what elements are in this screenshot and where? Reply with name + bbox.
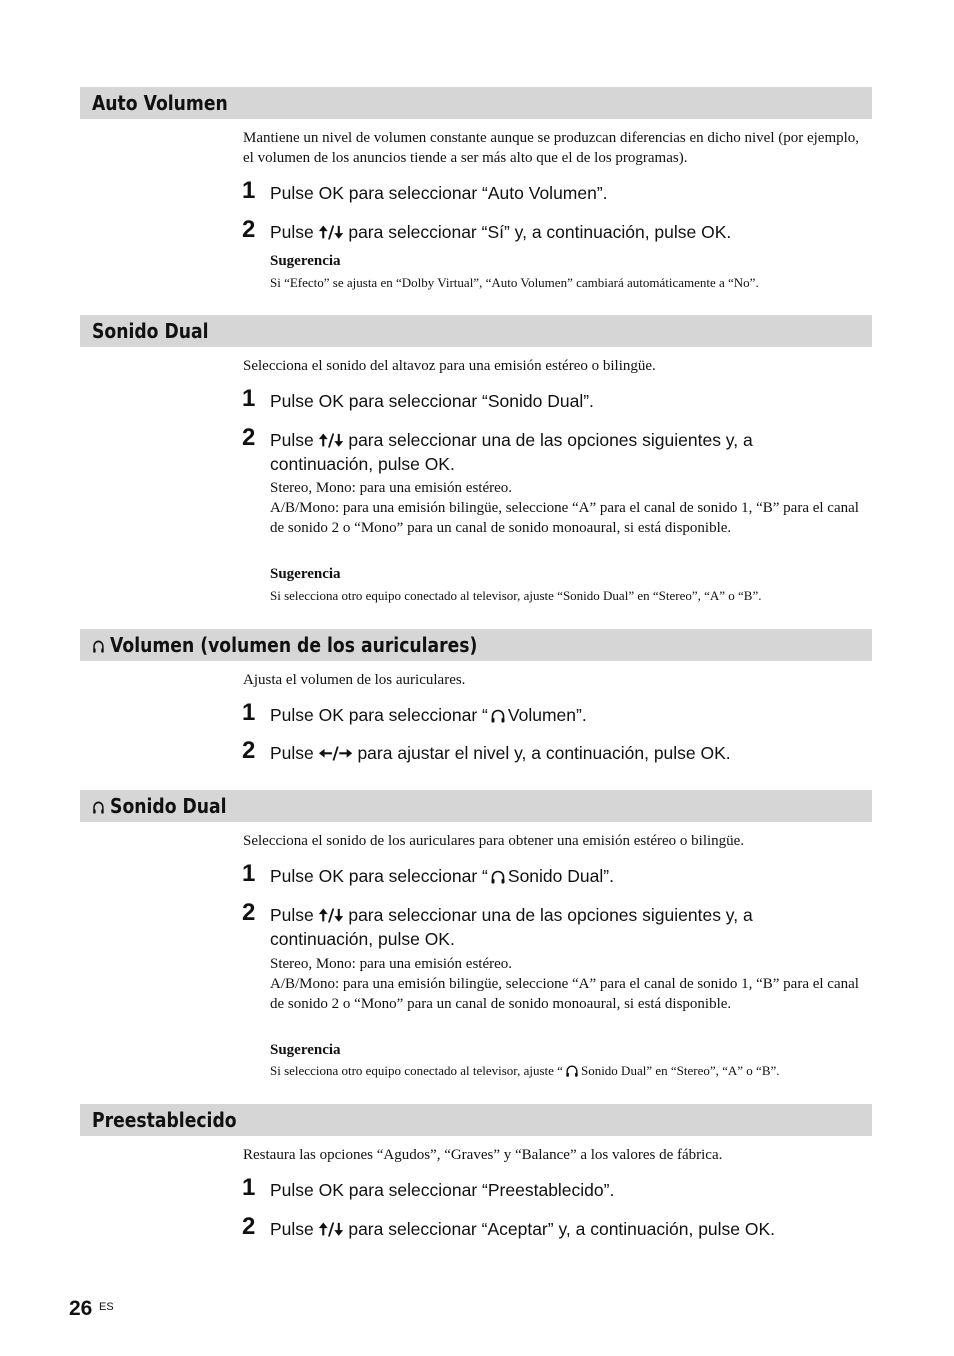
up-down-arrows-icon: 🠅/🠇 <box>318 431 344 451</box>
section-title: Sonido Dual <box>92 790 227 822</box>
up-down-arrows-icon: 🠅/🠇 <box>318 906 344 926</box>
step-number: 1 <box>242 860 256 887</box>
tip-heading: Sugerencia <box>270 253 341 269</box>
step-number: 2 <box>242 424 256 451</box>
up-down-arrows-icon: 🠅/🠇 <box>318 223 344 243</box>
headphones-icon <box>565 1064 579 1078</box>
section-intro: Restaura las opciones “Agudos”, “Graves” y “Balance” a los valores de fábrica. <box>243 1147 723 1163</box>
option-text: A/B/Mono: para una emisión bilingüe, seleccione “A” para el canal de sonido 1, “B” para el canal de sonido 2 o “Mono” para un canal de sonido monoaural, si está disponible. <box>270 500 859 536</box>
step-text: Pulse OK para seleccionar “Sonido Dual”. <box>270 391 594 411</box>
tip-heading: Sugerencia <box>270 566 341 582</box>
step-number: 1 <box>242 699 256 726</box>
section-title: Preestablecido <box>92 1108 237 1132</box>
section-title: Sonido Dual <box>92 319 209 343</box>
headphones-icon <box>490 869 506 885</box>
section-intro: Mantiene un nivel de volumen constante aunque se produzcan diferencias en dicho nivel (por ejemplo, el volumen de los anuncios tiende a ser más alto que el de los programas). <box>243 130 860 166</box>
option-text: Stereo, Mono: para una emisión estéreo. <box>270 480 513 496</box>
headphones-icon <box>92 800 105 815</box>
section-title: Volumen (volumen de los auriculares) <box>92 629 477 661</box>
section-header-sonido-dual <box>80 315 872 347</box>
section-intro: Selecciona el sonido del altavoz para una emisión estéreo o bilingüe. <box>243 358 656 374</box>
step-number: 2 <box>242 216 256 243</box>
step-text: Pulse 🠅/🠇 para seleccionar una de las opciones siguientes y, a continuación, pulse OK. <box>270 430 753 474</box>
step-text: Pulse OK para seleccionar “ Volumen”. <box>270 705 587 725</box>
section-title: Auto Volumen <box>92 91 228 115</box>
step-number: 2 <box>242 899 256 926</box>
tip-text: Si “Efecto” se ajusta en “Dolby Virtual”, “Auto Volumen” cambiará automáticamente a “No”. <box>270 275 759 290</box>
section-header-sonido-dual-auriculares <box>80 790 872 822</box>
page-language: ES <box>99 1301 114 1313</box>
option-text: A/B/Mono: para una emisión bilingüe, seleccione “A” para el canal de sonido 1, “B” para el canal de sonido 2 o “Mono” para un canal de sonido monoaural, si está disponible. <box>270 976 859 1012</box>
left-right-arrows-icon: 🠄/🠆 <box>318 744 353 764</box>
tip-heading: Sugerencia <box>270 1042 341 1058</box>
step-number: 1 <box>242 177 256 204</box>
step-number: 2 <box>242 1213 256 1240</box>
section-header-volumen-auriculares <box>80 629 872 661</box>
step-number: 2 <box>242 737 256 764</box>
step-number: 1 <box>242 1174 256 1201</box>
option-text: Stereo, Mono: para una emisión estéreo. <box>270 956 513 972</box>
headphones-icon <box>490 708 506 724</box>
step-text: Pulse 🠅/🠇 para seleccionar una de las opciones siguientes y, a continuación, pulse OK. <box>270 905 753 949</box>
step-text: Pulse 🠅/🠇 para seleccionar “Sí” y, a continuación, pulse OK. <box>270 222 732 243</box>
step-text: Pulse OK para seleccionar “Preestablecido”. <box>270 1180 615 1200</box>
section-intro: Ajusta el volumen de los auriculares. <box>243 672 466 688</box>
section-header-auto-volumen <box>80 87 872 119</box>
page-number: 26 <box>69 1297 93 1320</box>
tip-text: Si selecciona otro equipo conectado al televisor, ajuste “Sonido Dual” en “Stereo”, “A” o “B”. <box>270 588 762 603</box>
section-header-preestablecido <box>80 1104 872 1136</box>
tip-text: Si selecciona otro equipo conectado al televisor, ajuste “ Sonido Dual” en “Stereo”, “A” o “B”. <box>270 1063 780 1078</box>
step-text: Pulse OK para seleccionar “ Sonido Dual”. <box>270 866 614 886</box>
step-number: 1 <box>242 385 256 412</box>
section-intro: Selecciona el sonido de los auriculares para obtener una emisión estéreo o bilingüe. <box>243 833 745 849</box>
headphones-icon <box>92 639 105 654</box>
step-text: Pulse OK para seleccionar “Auto Volumen”. <box>270 183 608 203</box>
step-text: Pulse 🠄/🠆 para ajustar el nivel y, a continuación, pulse OK. <box>270 743 731 764</box>
up-down-arrows-icon: 🠅/🠇 <box>318 1220 344 1240</box>
step-text: Pulse 🠅/🠇 para seleccionar “Aceptar” y, a continuación, pulse OK. <box>270 1219 776 1240</box>
